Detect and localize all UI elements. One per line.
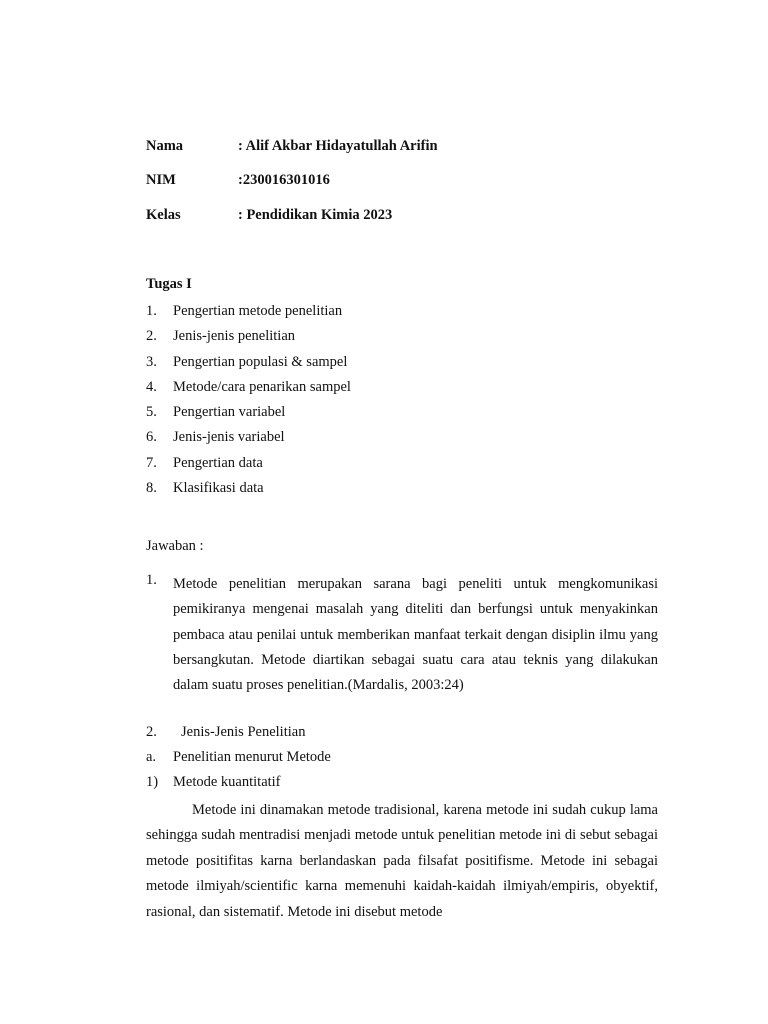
list-item [146, 301, 351, 326]
list-item-text: Pengertian populasi & sampel [173, 353, 348, 370]
list-item-text: Pengertian data [173, 454, 263, 471]
nim-label: NIM [146, 172, 176, 188]
list-item-number: 8. [146, 480, 157, 497]
subsection-a [146, 747, 658, 772]
subsection-a-text: Penelitian menurut Metode [173, 749, 331, 765]
section-2-number: 2. [146, 724, 157, 740]
tugas-title: Tugas I [146, 276, 192, 292]
section-2-title: Jenis-Jenis Penelitian [181, 724, 306, 740]
list-item-text: Jenis-jenis variabel [173, 429, 285, 446]
list-item [146, 352, 351, 377]
subsection-1-number: 1) [146, 774, 159, 790]
kelas-value: : Pendidikan Kimia 2023 [238, 207, 393, 223]
subsection-1-text: Metode kuantitatif [173, 774, 281, 790]
body-paragraph: Metode ini dinamakan metode tradisional, karena metode ini sudah cukup lama sehingga sudah mentradisi menjadi metode untuk penelitian metode ini di sebut sebagai metode positifitas karna berlandaskan pada filsafat positifisme. Metode ini sebagai metode ilmiyah/scientific karna memenuhi kaidah-kaidah ilmiyah/empiris, obyektif, rasional, dan sistematif. Metode ini disebut metode [146, 802, 658, 920]
nama-value: : Alif Akbar Hidayatullah Arifin [238, 138, 438, 154]
list-item-number: 1. [146, 303, 157, 319]
subsection-a-number: a. [146, 749, 157, 765]
list-item-text: Pengertian metode penelitian [173, 303, 343, 319]
list-item-number: 5. [146, 404, 157, 421]
nama-label: Nama [146, 138, 184, 154]
list-item [146, 427, 351, 452]
list-item [146, 377, 351, 402]
list-item [146, 478, 351, 503]
identity-nim-row [146, 172, 330, 189]
list-item-number: 3. [146, 353, 157, 370]
answer-2-section [146, 722, 658, 797]
list-item-text: Jenis-jenis penelitian [173, 328, 296, 345]
answer-1 [146, 572, 658, 698]
jawaban-label: Jawaban : [146, 538, 204, 554]
tugas-list [146, 301, 351, 503]
list-item-number: 4. [146, 378, 157, 395]
answer-1-number: 1. [146, 572, 157, 588]
list-item-text: Pengertian variabel [173, 404, 286, 421]
list-item-number: 7. [146, 454, 157, 471]
subsection-1 [146, 772, 658, 797]
kelas-label: Kelas [146, 207, 181, 223]
identity-kelas-row [146, 207, 392, 224]
nim-value: :230016301016 [238, 172, 330, 188]
list-item [146, 326, 351, 351]
identity-nama-row [146, 138, 438, 155]
list-item-number: 2. [146, 328, 157, 345]
section-2-heading [146, 722, 658, 747]
list-item-text: Klasifikasi data [173, 480, 264, 497]
list-item [146, 402, 351, 427]
list-item-number: 6. [146, 429, 157, 446]
answer-1-text: Metode penelitian merupakan sarana bagi peneliti untuk mengkomunikasi pemikiranya mengenai masalah yang diteliti dan berfungsi untuk menyakinkan pembaca atau penilai untuk memberikan manfaat terkait dengan disiplin ilmu yang bersangkutan. Metode diartikan sebagai suatu cara atau teknis yang dilakukan dalam suatu proses penelitian.(Mardalis, 2003:24) [173, 576, 658, 694]
list-item [146, 453, 351, 478]
list-item-text: Metode/cara penarikan sampel [173, 378, 351, 395]
